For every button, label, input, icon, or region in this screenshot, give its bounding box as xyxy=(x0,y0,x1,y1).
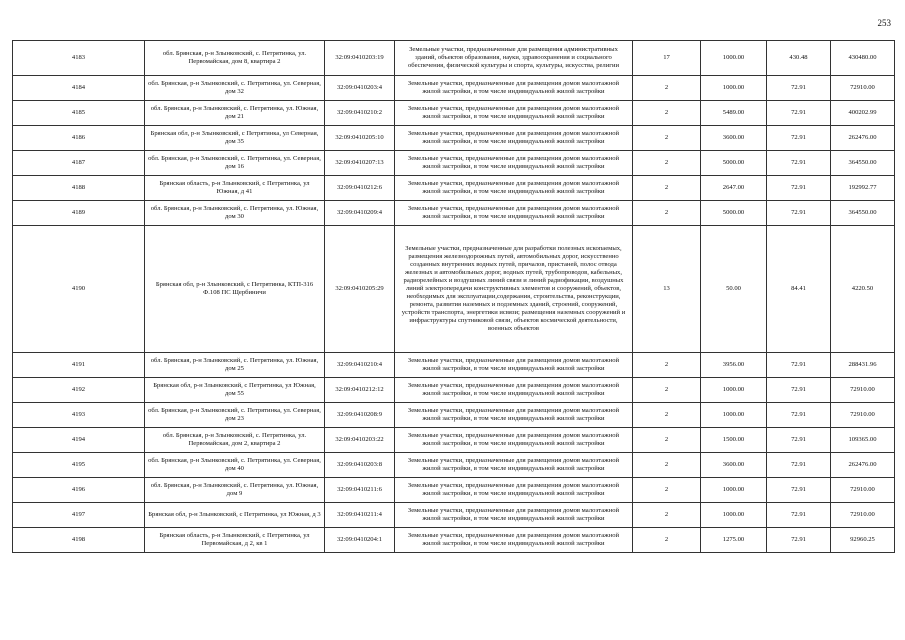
land-use-purpose: Земельные участки, предназначенные для размещения домов малоэтажной жилой застройки, в том числе индивидуальной жилой застройки xyxy=(395,126,633,151)
cadastral-number: 32:09:0410205:29 xyxy=(325,226,395,353)
area-value: 3600.00 xyxy=(701,453,767,478)
use-group-code: 2 xyxy=(633,76,701,101)
cadastral-number: 32:09:0410210:2 xyxy=(325,101,395,126)
unit-value: 72.91 xyxy=(767,378,831,403)
table-row xyxy=(13,478,895,503)
address-cell: обл. Брянская, р-н Злынковский, с. Петрятинка, ул. Южная, дом 25 xyxy=(145,353,325,378)
row-number: 4198 xyxy=(13,528,145,553)
cadastral-number: 32:09:0410212:6 xyxy=(325,176,395,201)
area-value: 1000.00 xyxy=(701,403,767,428)
land-use-purpose: Земельные участки, предназначенные для размещения домов малоэтажной жилой застройки, в том числе индивидуальной жилой застройки xyxy=(395,528,633,553)
unit-value: 72.91 xyxy=(767,176,831,201)
land-use-purpose: Земельные участки, предназначенные для размещения домов малоэтажной жилой застройки, в том числе индивидуальной жилой застройки xyxy=(395,478,633,503)
area-value: 1000.00 xyxy=(701,41,767,76)
address-cell: обл. Брянская, р-н Злынковский, с. Петрятинка, ул. Южная, дом 21 xyxy=(145,101,325,126)
area-value: 1000.00 xyxy=(701,76,767,101)
use-group-code: 2 xyxy=(633,101,701,126)
table-row xyxy=(13,403,895,428)
land-use-purpose: Земельные участки, предназначенные для размещения домов малоэтажной жилой застройки, в том числе индивидуальной жилой застройки xyxy=(395,453,633,478)
cadastral-value: 72910.00 xyxy=(831,378,895,403)
cadastral-value: 4220.50 xyxy=(831,226,895,353)
table-row xyxy=(13,378,895,403)
use-group-code: 2 xyxy=(633,201,701,226)
land-use-purpose: Земельные участки, предназначенные для размещения домов малоэтажной жилой застройки, в том числе индивидуальной жилой застройки xyxy=(395,101,633,126)
use-group-code: 2 xyxy=(633,151,701,176)
cadastral-value: 430480.00 xyxy=(831,41,895,76)
unit-value: 72.91 xyxy=(767,403,831,428)
unit-value: 72.91 xyxy=(767,503,831,528)
cadastral-value: 92960.25 xyxy=(831,528,895,553)
land-use-purpose: Земельные участки, предназначенные для размещения административных зданий, объектов образования, науки, здравоохранения и социального обеспечения, физической культуры и спорта, культуры, искусства, религии xyxy=(395,41,633,76)
cadastral-number: 32:09:0410210:4 xyxy=(325,353,395,378)
address-cell: Брянская область, р-н Злынковский, с Петрятинка, ул Южная, д 41 xyxy=(145,176,325,201)
area-value: 5000.00 xyxy=(701,201,767,226)
cadastral-value: 288431.96 xyxy=(831,353,895,378)
unit-value: 72.91 xyxy=(767,151,831,176)
area-value: 5489.00 xyxy=(701,101,767,126)
row-number: 4193 xyxy=(13,403,145,428)
land-use-purpose: Земельные участки, предназначенные для размещения домов малоэтажной жилой застройки, в том числе индивидуальной жилой застройки xyxy=(395,176,633,201)
address-cell: обл. Брянская, р-н Злынковский, с. Петрятинка, ул. Северная, дом 16 xyxy=(145,151,325,176)
cadastral-number: 32:09:0410205:10 xyxy=(325,126,395,151)
table-row xyxy=(13,353,895,378)
use-group-code: 17 xyxy=(633,41,701,76)
land-use-purpose: Земельные участки, предназначенные для разработки полезных ископаемых, размещения железнодорожных путей, автомобильных дорог, искусственно созданных внутренних водных путей, причалов, пристаней, полос отвода железных и автомобильных дорог, водных путей, трубопроводов, кабельных, радиорелейных и воздушных линий связи и линий радиофикации, воздушных линий электропередачи конструктивных элементов и сооружений, объектов, необходимых для эксплуатации,содержания, строительства, реконструкции, ремонта, развития наземных и подземных зданий, строений, сооружений, устройств транспорта, энергетики исвязи; размещения наземных сооружений и инфраструктуры спутниковой связи, объектов космической деятельности, военных объектов xyxy=(395,226,633,353)
cadastral-number: 32:09:0410203:22 xyxy=(325,428,395,453)
address-cell: Брянская обл, р-н Злынковский, с Петрятинка, ул Южная, дом 55 xyxy=(145,378,325,403)
table-row xyxy=(13,126,895,151)
row-number: 4189 xyxy=(13,201,145,226)
use-group-code: 2 xyxy=(633,528,701,553)
cadastral-value: 72910.00 xyxy=(831,403,895,428)
unit-value: 430.48 xyxy=(767,41,831,76)
area-value: 1000.00 xyxy=(701,503,767,528)
land-use-purpose: Земельные участки, предназначенные для размещения домов малоэтажной жилой застройки, в том числе индивидуальной жилой застройки xyxy=(395,403,633,428)
cadastral-value: 400202.99 xyxy=(831,101,895,126)
area-value: 50.00 xyxy=(701,226,767,353)
table-row xyxy=(13,428,895,453)
row-number: 4190 xyxy=(13,226,145,353)
table-row xyxy=(13,101,895,126)
row-number: 4196 xyxy=(13,478,145,503)
page-number: 253 xyxy=(877,18,891,28)
use-group-code: 2 xyxy=(633,428,701,453)
use-group-code: 2 xyxy=(633,503,701,528)
area-value: 1275.00 xyxy=(701,528,767,553)
cadastral-number: 32:09:0410207:13 xyxy=(325,151,395,176)
use-group-code: 2 xyxy=(633,378,701,403)
cadastral-number: 32:09:0410211:6 xyxy=(325,478,395,503)
unit-value: 72.91 xyxy=(767,528,831,553)
land-use-purpose: Земельные участки, предназначенные для размещения домов малоэтажной жилой застройки, в том числе индивидуальной жилой застройки xyxy=(395,76,633,101)
table-row xyxy=(13,41,895,76)
cadastral-value: 109365.00 xyxy=(831,428,895,453)
cadastral-number: 32:09:0410212:12 xyxy=(325,378,395,403)
area-value: 5000.00 xyxy=(701,151,767,176)
table-row xyxy=(13,176,895,201)
row-number: 4194 xyxy=(13,428,145,453)
unit-value: 72.91 xyxy=(767,428,831,453)
unit-value: 72.91 xyxy=(767,478,831,503)
table-row xyxy=(13,76,895,101)
table-row xyxy=(13,201,895,226)
cadastral-value: 262476.00 xyxy=(831,453,895,478)
row-number: 4184 xyxy=(13,76,145,101)
area-value: 3600.00 xyxy=(701,126,767,151)
row-number: 4183 xyxy=(13,41,145,76)
row-number: 4185 xyxy=(13,101,145,126)
address-cell: обл. Брянская, р-н Злынковский, с. Петрятинка, ул. Северная, дом 23 xyxy=(145,403,325,428)
address-cell: обл. Брянская, р-н Злынковский, с. Петрятинка, ул. Южная, дом 9 xyxy=(145,478,325,503)
cadastral-value: 72910.00 xyxy=(831,76,895,101)
cadastral-value-table xyxy=(12,40,895,553)
cadastral-value: 364550.00 xyxy=(831,201,895,226)
unit-value: 72.91 xyxy=(767,201,831,226)
land-use-purpose: Земельные участки, предназначенные для размещения домов малоэтажной жилой застройки, в том числе индивидуальной жилой застройки xyxy=(395,201,633,226)
cadastral-number: 32:09:0410209:4 xyxy=(325,201,395,226)
unit-value: 72.91 xyxy=(767,353,831,378)
cadastral-number: 32:09:0410203:19 xyxy=(325,41,395,76)
cadastral-value: 72910.00 xyxy=(831,503,895,528)
cadastral-number: 32:09:0410203:8 xyxy=(325,453,395,478)
use-group-code: 2 xyxy=(633,403,701,428)
area-value: 3956.00 xyxy=(701,353,767,378)
area-value: 2647.00 xyxy=(701,176,767,201)
address-cell: обл. Брянская, р-н Злынковский, с. Петрятинка, ул. Северная, дом 40 xyxy=(145,453,325,478)
address-cell: обл. Брянская, р-н Злынковский, с. Петрятинка, ул. Северная, дом 32 xyxy=(145,76,325,101)
address-cell: Брянская область, р-н Злынковский, с Петрятинка, ул Первомайская, д 2, кв 1 xyxy=(145,528,325,553)
land-use-purpose: Земельные участки, предназначенные для размещения домов малоэтажной жилой застройки, в том числе индивидуальной жилой застройки xyxy=(395,353,633,378)
table-row xyxy=(13,453,895,478)
row-number: 4191 xyxy=(13,353,145,378)
use-group-code: 2 xyxy=(633,126,701,151)
land-use-purpose: Земельные участки, предназначенные для размещения домов малоэтажной жилой застройки, в том числе индивидуальной жилой застройки xyxy=(395,151,633,176)
unit-value: 72.91 xyxy=(767,453,831,478)
table-row xyxy=(13,503,895,528)
land-use-purpose: Земельные участки, предназначенные для размещения домов малоэтажной жилой застройки, в том числе индивидуальной жилой застройки xyxy=(395,378,633,403)
row-number: 4195 xyxy=(13,453,145,478)
unit-value: 72.91 xyxy=(767,76,831,101)
area-value: 1500.00 xyxy=(701,428,767,453)
cadastral-number: 32:09:0410203:4 xyxy=(325,76,395,101)
land-use-purpose: Земельные участки, предназначенные для размещения домов малоэтажной жилой застройки, в том числе индивидуальной жилой застройки xyxy=(395,503,633,528)
use-group-code: 2 xyxy=(633,353,701,378)
area-value: 1000.00 xyxy=(701,478,767,503)
row-number: 4188 xyxy=(13,176,145,201)
cadastral-value: 72910.00 xyxy=(831,478,895,503)
area-value: 1000.00 xyxy=(701,378,767,403)
table-row xyxy=(13,151,895,176)
address-cell: Брянская обл, р-н Злынковский, с Петрятинка, КТП-316 Ф.108 ПС Щербиничи xyxy=(145,226,325,353)
cadastral-value: 364550.00 xyxy=(831,151,895,176)
unit-value: 84.41 xyxy=(767,226,831,353)
row-number: 4192 xyxy=(13,378,145,403)
address-cell: Брянская обл, р-н Злынковский, с Петрятинка, ул Южная, д 3 xyxy=(145,503,325,528)
use-group-code: 13 xyxy=(633,226,701,353)
use-group-code: 2 xyxy=(633,478,701,503)
cadastral-value: 262476.00 xyxy=(831,126,895,151)
cadastral-number: 32:09:0410211:4 xyxy=(325,503,395,528)
row-number: 4186 xyxy=(13,126,145,151)
row-number: 4187 xyxy=(13,151,145,176)
table-row xyxy=(13,528,895,553)
use-group-code: 2 xyxy=(633,453,701,478)
unit-value: 72.91 xyxy=(767,126,831,151)
cadastral-number: 32:09:0410204:1 xyxy=(325,528,395,553)
row-number: 4197 xyxy=(13,503,145,528)
land-use-purpose: Земельные участки, предназначенные для размещения домов малоэтажной жилой застройки, в том числе индивидуальной жилой застройки xyxy=(395,428,633,453)
cadastral-number: 32:09:0410208:9 xyxy=(325,403,395,428)
address-cell: обл. Брянская, р-н Злынковский, с. Петрятинка, ул. Южная, дом 30 xyxy=(145,201,325,226)
unit-value: 72.91 xyxy=(767,101,831,126)
use-group-code: 2 xyxy=(633,176,701,201)
address-cell: Брянская обл, р-н Злынковский, с Петрятинка, ул Северная, дом 35 xyxy=(145,126,325,151)
cadastral-value: 192992.77 xyxy=(831,176,895,201)
address-cell: обл. Брянская, р-н Злынковский, с. Петрятинка, ул. Первомайская, дом 8, квартира 2 xyxy=(145,41,325,76)
table-row xyxy=(13,226,895,353)
address-cell: обл. Брянская, р-н Злынковский, с. Петрятинка, ул. Первомайская, дом 2, квартира 2 xyxy=(145,428,325,453)
